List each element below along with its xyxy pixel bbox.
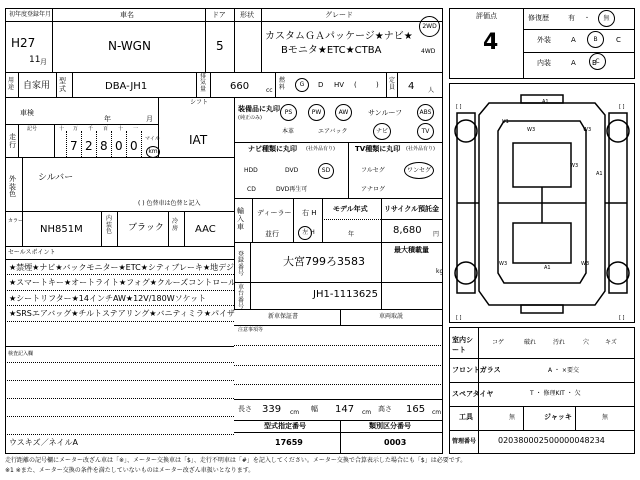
manage-no-label: 管理番号 bbox=[452, 438, 477, 445]
reg-month: 11 bbox=[29, 55, 41, 65]
recycle-label: リサイクル預託金 bbox=[384, 205, 440, 213]
diagram-mark-3: W3 bbox=[527, 127, 536, 133]
navi-dvd: DVD bbox=[285, 167, 299, 174]
fuel-label: 燃料 bbox=[279, 77, 286, 91]
diagram-mark-8: W3 bbox=[499, 261, 508, 267]
height-value: 165 bbox=[406, 404, 426, 415]
tv-oneseg-circled: ワンセグ bbox=[404, 162, 434, 179]
use-label: 用途 bbox=[8, 77, 15, 91]
door-label: ドア bbox=[212, 11, 226, 19]
class-no-label: 類別区分番号 bbox=[369, 422, 411, 430]
mileage-unit-2: 千 bbox=[88, 126, 94, 132]
capacity-unit: 人 bbox=[428, 87, 435, 94]
recycle-value: 8,680 bbox=[393, 225, 422, 236]
displacement-unit: cc bbox=[266, 87, 273, 94]
shape-label: 形状 bbox=[240, 11, 254, 19]
diagram-mark-rear-left: [ ] bbox=[456, 315, 462, 321]
inspector-note: ウスキズ／ネイルA bbox=[9, 438, 78, 447]
width-label: 幅 bbox=[311, 405, 318, 413]
mileage-label: 走行 bbox=[9, 133, 16, 149]
diagram-mark-6: W3 bbox=[570, 163, 579, 169]
reg-date-label: 初年度登録年月 bbox=[9, 11, 52, 18]
sales-line-3: ★シートリフター★14インチAW★12V/180Wソケット bbox=[9, 294, 207, 303]
inspection-label: 車検 bbox=[20, 109, 34, 117]
capacity-value: 4 bbox=[408, 81, 415, 92]
mileage-digit-2: 2 bbox=[85, 139, 93, 153]
interior-grade-c-circled: C bbox=[595, 57, 600, 65]
interior-grade-a: A bbox=[571, 59, 576, 67]
parallel-label: 並行 bbox=[265, 230, 279, 238]
type-value: DBA-JH1 bbox=[105, 81, 148, 92]
exterior-grade-c: C bbox=[616, 36, 621, 44]
use-value: 自家用 bbox=[23, 81, 51, 91]
class-no-value: 0003 bbox=[384, 438, 407, 447]
equip-sunroof: サンルーフ bbox=[368, 109, 403, 117]
mileage-digit-4: 0 bbox=[115, 139, 123, 153]
exterior-color-value: シルバー bbox=[38, 173, 74, 183]
equip-navi-circled: ナビ bbox=[373, 123, 391, 140]
grade-line-1: カスタムＧＡパッケージ★ナビ★ bbox=[265, 31, 413, 42]
fuel-other-close: ) bbox=[376, 81, 379, 89]
equipment-sub: (純正のみ) bbox=[238, 115, 262, 121]
drive-4wd: 4WD bbox=[421, 48, 436, 55]
warranty-label: 新車保証書 bbox=[268, 313, 299, 320]
plate-value: 大宮799ろ3583 bbox=[283, 255, 365, 268]
tv-type-title: TV種類に丸印 bbox=[355, 145, 401, 153]
navi-sd-circled: SD bbox=[318, 163, 334, 179]
sheet-burn: コゲ bbox=[492, 339, 505, 346]
height-label: 高さ bbox=[378, 405, 392, 413]
diagram-mark-rear-right: [ ] bbox=[619, 315, 625, 321]
vehicle-damage-diagram bbox=[449, 83, 635, 323]
mileage-digit-3: 8 bbox=[100, 139, 108, 153]
max-load-label: 最大積載量 bbox=[394, 246, 429, 254]
diagram-mark-7: A1 bbox=[544, 265, 551, 271]
manual-label: 車両取説 bbox=[379, 313, 404, 320]
interior-sheet-label: 室内シート bbox=[452, 336, 473, 354]
mileage-unit-3: 百 bbox=[103, 126, 109, 132]
shift-label: シフト bbox=[190, 99, 209, 106]
door-count: 5 bbox=[216, 39, 224, 53]
interior-grade-b: B bbox=[592, 59, 597, 67]
navi-type-title: ナビ種類に丸印 bbox=[248, 145, 297, 153]
interior-grade-label: 内装 bbox=[537, 59, 551, 67]
capacity-label: 定員 bbox=[389, 77, 396, 91]
footer-note-1: 走行距離の記号欄にメーター改ざん車は「※」、メーター交換車は「$」、走行不明車は「#」を記入してください。メーター交換で合算表示した場合にも「$」は必要です。 bbox=[5, 457, 467, 464]
sheet-hole: 穴 bbox=[583, 339, 590, 346]
mileage-unit-1: 万 bbox=[73, 126, 79, 132]
drive-2wd-circled: 2WD bbox=[419, 16, 440, 37]
left-hand-circled: 左 H bbox=[302, 228, 315, 236]
diagram-mark-1: A1 bbox=[542, 99, 549, 105]
ac-label: 冷房 bbox=[172, 218, 179, 232]
notes-label: 注意事項等 bbox=[238, 327, 264, 333]
mileage-digit-5: 0 bbox=[130, 139, 138, 153]
score-label: 評価点 bbox=[476, 12, 497, 20]
mileage-unit-0: 十 bbox=[59, 126, 65, 132]
recycle-unit: 円 bbox=[433, 231, 440, 238]
repair-history-label: 修復歴 bbox=[528, 14, 549, 22]
fuel-diesel: D bbox=[318, 81, 324, 89]
jack-value: 無 bbox=[602, 414, 609, 421]
reg-year: H27 bbox=[11, 36, 36, 50]
equip-airbag: エアバック bbox=[318, 128, 348, 135]
spare-tire-value: T ・ 修理KIT ・ 欠 bbox=[530, 390, 581, 397]
length-label: 長さ bbox=[238, 405, 252, 413]
mileage-unit-4: 十 bbox=[118, 126, 124, 132]
tv-type-sub: (社外品有り) bbox=[406, 146, 435, 152]
right-hand-label: 右 H bbox=[302, 209, 317, 217]
mileage-memo-label: 記号 bbox=[27, 126, 38, 132]
shift-value: IAT bbox=[189, 133, 208, 147]
tv-fullseg: フルセグ bbox=[361, 167, 385, 174]
equip-abs-circled: ABS bbox=[417, 104, 434, 121]
diagram-mark-front-left: [ ] bbox=[456, 104, 462, 110]
tv-analog: アナログ bbox=[361, 186, 386, 193]
tools-value: 無 bbox=[509, 414, 516, 421]
inspection-month-unit: 月 bbox=[146, 115, 153, 123]
fuel-hybrid: HV bbox=[334, 81, 345, 89]
spare-kit-circled bbox=[574, 384, 604, 399]
type-no-label: 型式指定番号 bbox=[264, 422, 306, 430]
sales-line-4: ★SRSエアバッグ★チルトステアリング★バニティミラ★パイザ bbox=[9, 309, 235, 318]
type-label: 型式 bbox=[59, 77, 66, 93]
manage-no-value: 020380002500000048234 bbox=[498, 436, 605, 445]
sheet-scratch: キズ bbox=[605, 339, 617, 346]
tools-label: 工具 bbox=[459, 413, 473, 421]
model-year-unit: 年 bbox=[348, 231, 355, 238]
type-no-value: 17659 bbox=[275, 438, 303, 447]
plate-label: 登録番号 bbox=[238, 251, 245, 277]
sheet-stain: 汚れ bbox=[553, 339, 566, 346]
dealer-label: ディーラー bbox=[257, 209, 292, 217]
interior-color-label: 内装色 bbox=[106, 215, 113, 236]
chassis-value: JH1-1113625 bbox=[313, 289, 378, 300]
length-value: 339 bbox=[262, 404, 282, 415]
navi-dvd-play: DVD再生可 bbox=[276, 186, 308, 193]
sheet-tear: 破れ bbox=[524, 339, 537, 346]
repair-no-circled: 無 bbox=[598, 10, 615, 27]
sales-line-2: ★スマートキー★オートライト★フォグ★クルーズコントロール bbox=[9, 278, 237, 287]
displacement-value: 660 bbox=[230, 81, 250, 92]
navi-hdd: HDD bbox=[244, 167, 258, 174]
displacement-label: 排気量 bbox=[200, 73, 207, 93]
jack-label: ジャッキ bbox=[544, 413, 572, 421]
ac-value: AAC bbox=[195, 224, 216, 235]
inspection-year-unit: 年 bbox=[104, 115, 111, 123]
exterior-grade-label: 外装 bbox=[537, 36, 551, 44]
navi-type-sub: (社外品有り) bbox=[306, 146, 335, 152]
equip-tv-circled: TV bbox=[417, 123, 434, 140]
car-name-label: 車名 bbox=[120, 11, 134, 19]
grade-label: グレード bbox=[325, 11, 353, 19]
sales-line-1: ★禁煙★ナビ★バックモニター★ETC★シティブレーキ★地デジ bbox=[9, 263, 234, 272]
height-unit: cm bbox=[432, 409, 442, 416]
exterior-grade-b-circled: B bbox=[587, 31, 604, 48]
diagram-mark-5: A1 bbox=[596, 171, 603, 177]
equip-pw-circled: PW bbox=[308, 104, 325, 121]
car-name: N-WGN bbox=[108, 39, 151, 53]
equipment-label: 装備品に丸印 bbox=[238, 105, 280, 113]
mileage-digit-1: 7 bbox=[70, 139, 78, 153]
color-code-value: NH851M bbox=[40, 224, 83, 235]
fuel-gasoline-circled: G bbox=[295, 78, 309, 92]
exterior-grade-a: A bbox=[571, 36, 576, 44]
diagram-mark-front-right: [ ] bbox=[619, 104, 625, 110]
width-unit: cm bbox=[362, 409, 372, 416]
diagram-mark-4: W3 bbox=[583, 127, 592, 133]
mile-unit: マイル bbox=[145, 136, 160, 142]
equip-ps-circled: PS bbox=[280, 104, 297, 121]
import-label: 輸入車 bbox=[237, 207, 244, 232]
chassis-label: 車台番号 bbox=[238, 284, 245, 310]
navi-cd: CD bbox=[247, 186, 256, 193]
model-year-label: モデル年式 bbox=[333, 205, 368, 213]
windshield-label: フロントガラス bbox=[452, 366, 501, 374]
exterior-color-label: 外装色 bbox=[9, 175, 16, 199]
equip-aw-circled: AW bbox=[335, 104, 352, 121]
inspector-label: 検査記入欄 bbox=[8, 351, 34, 357]
grade-line-2: Bモニタ★ETC★CTBA bbox=[281, 45, 382, 56]
fuel-other-open: ( bbox=[354, 81, 357, 89]
exterior-color-note: ( ) 色替車は色替と記入 bbox=[138, 200, 201, 207]
width-value: 147 bbox=[335, 404, 355, 415]
windshield-value: A ・ ×要交 bbox=[548, 367, 579, 374]
interior-color-value: ブラック bbox=[128, 223, 164, 233]
max-load-unit: kg bbox=[436, 268, 444, 275]
reg-month-unit: 月 bbox=[40, 58, 47, 66]
score-value: 4 bbox=[483, 30, 499, 55]
diagram-mark-2: U1 bbox=[502, 119, 509, 125]
diagram-mark-9: W3 bbox=[581, 261, 590, 267]
mileage-unit-5: 一 bbox=[133, 126, 139, 132]
equip-leather: 本革 bbox=[282, 128, 295, 135]
spare-tire-label: スペアタイヤ bbox=[452, 390, 494, 398]
color-code-label: カラー bbox=[8, 218, 24, 224]
footer-note-2: ※1 ※また、メーター交換の条件を満たしていないものはメーター改ざん車扱いとなります。 bbox=[5, 467, 255, 474]
repair-yes: 有 bbox=[568, 14, 575, 22]
length-unit: cm bbox=[290, 409, 300, 416]
sales-points-label: セールスポイント bbox=[8, 249, 56, 256]
km-unit-circled: km bbox=[146, 146, 160, 158]
